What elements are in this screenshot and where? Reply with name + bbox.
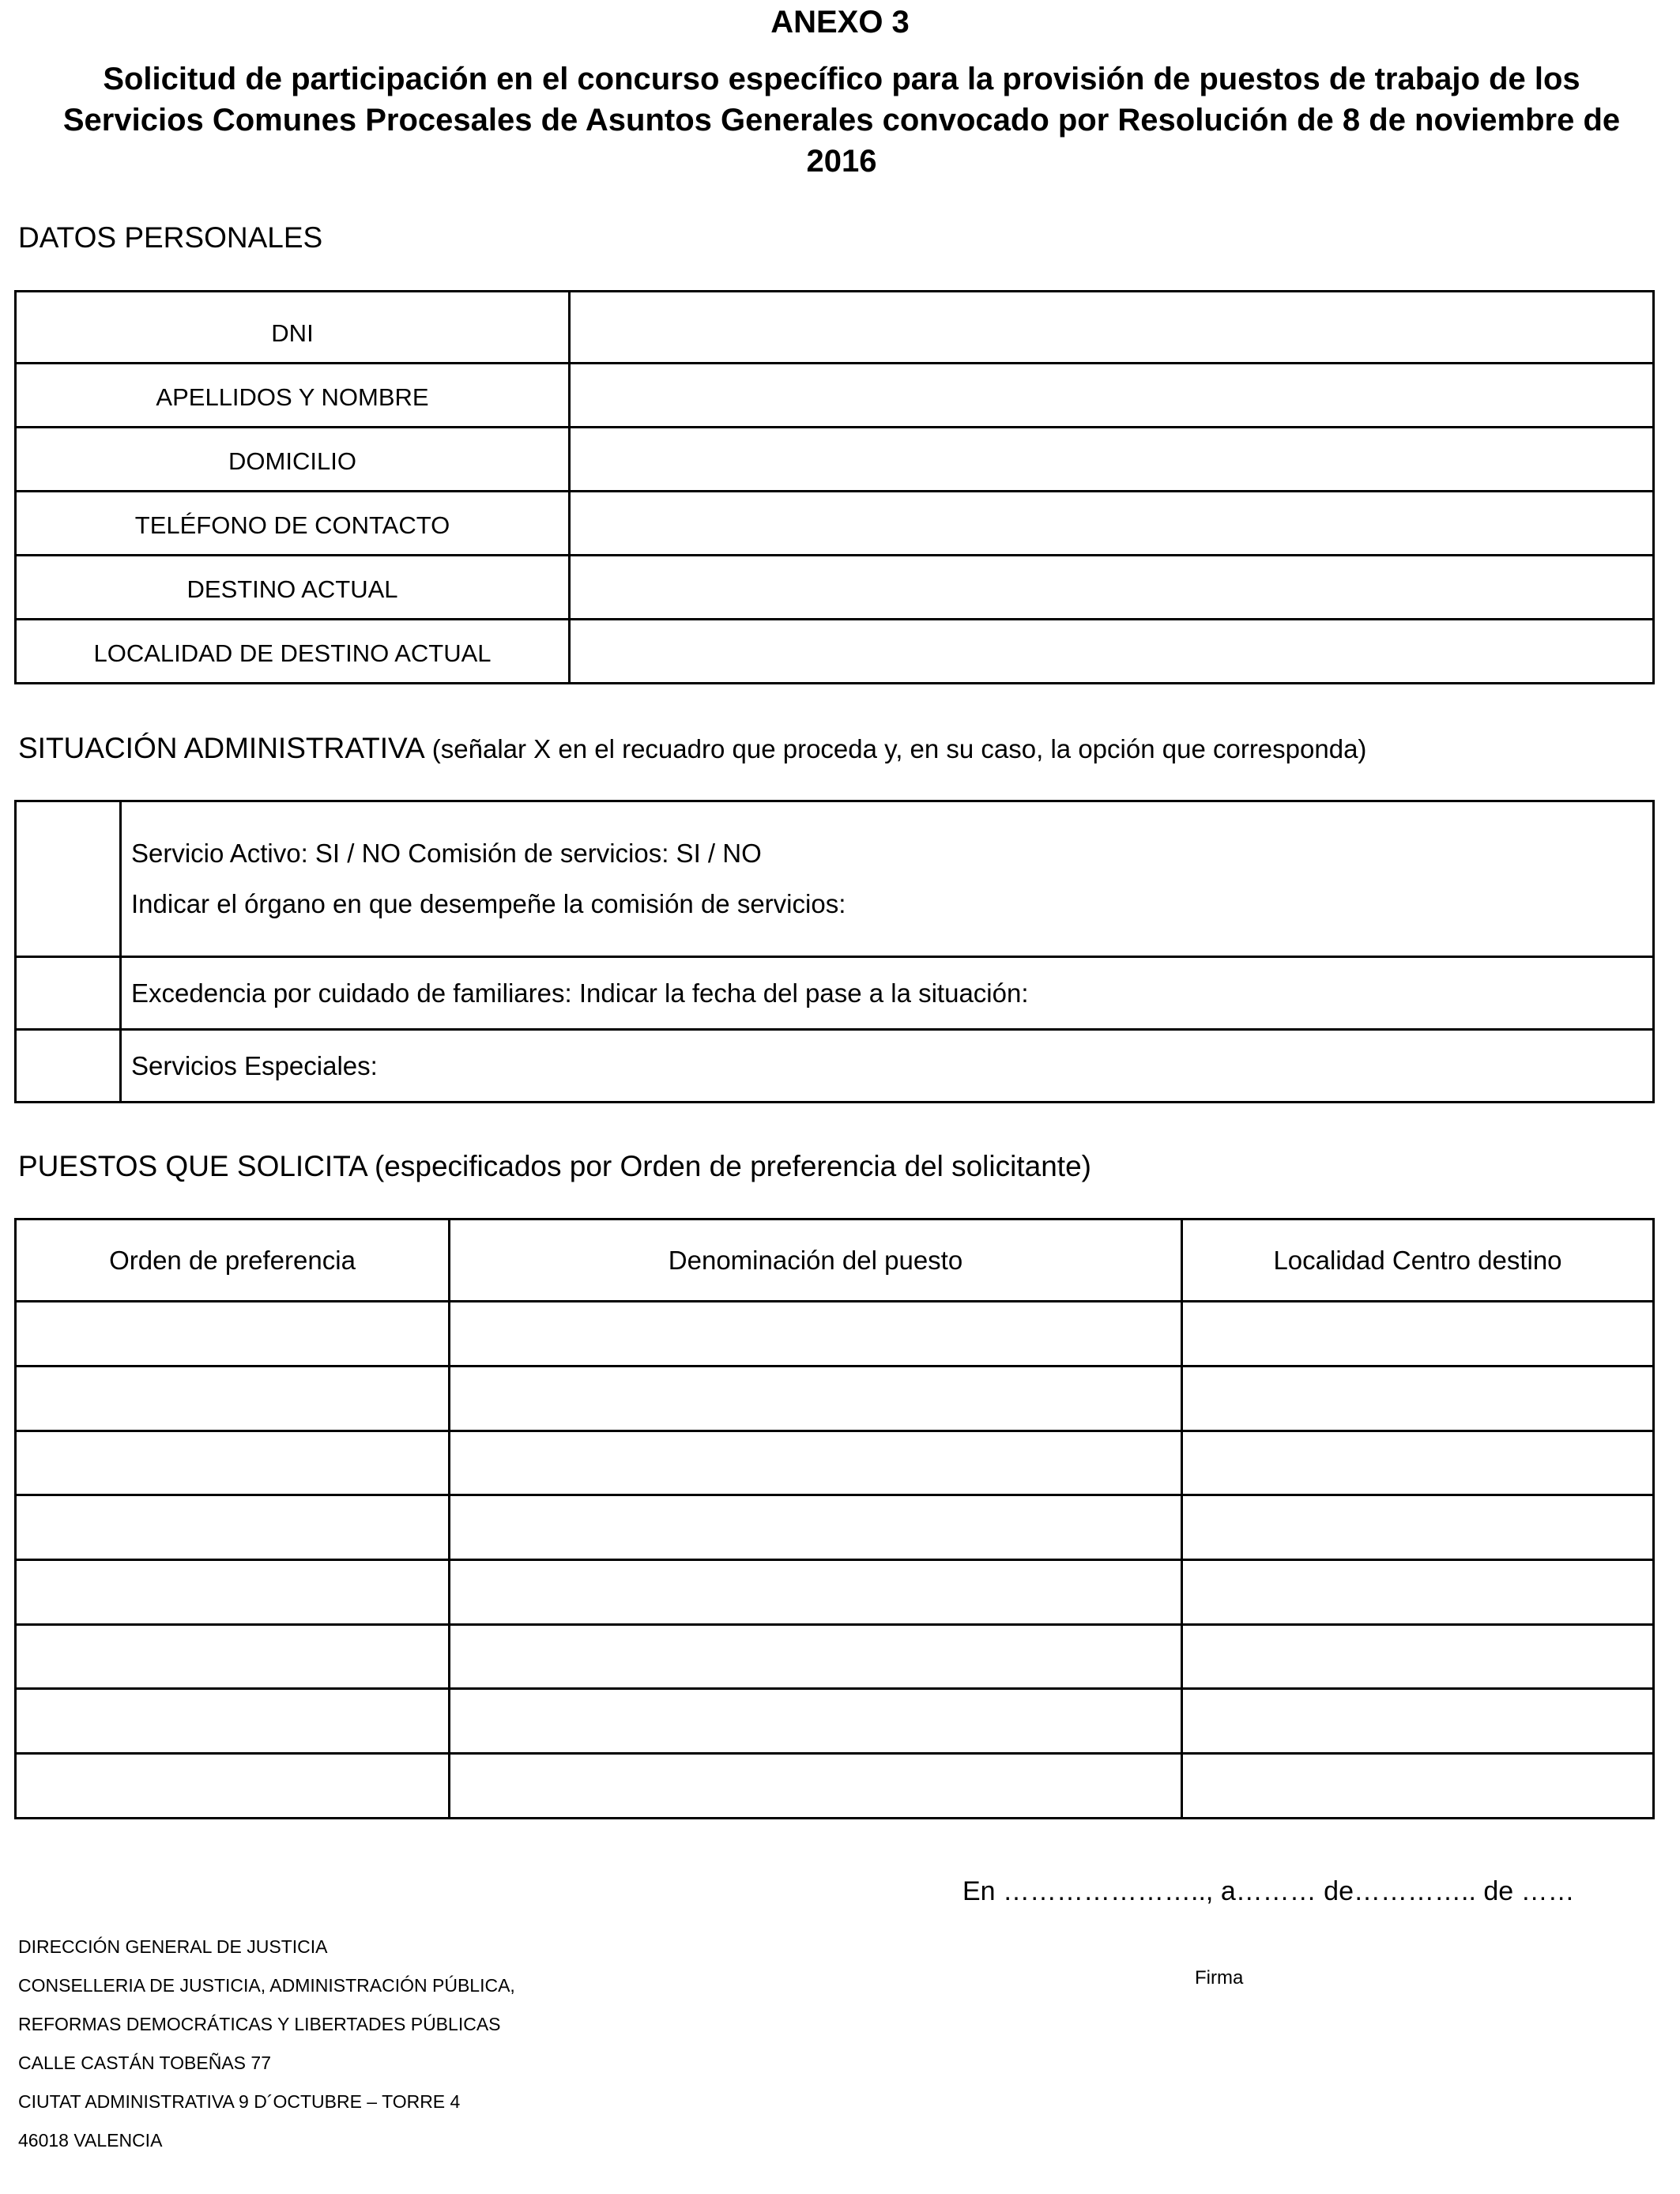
address-line: DIRECCIÓN GENERAL DE JUSTICIA — [18, 1936, 328, 1957]
positions-heading: PUESTOS QUE SOLICITA (especificados por Orden de preferencia del solicitante) — [18, 1150, 1091, 1182]
address-line: 46018 VALENCIA — [18, 2130, 163, 2151]
current-post-locality-label: LOCALIDAD DE DESTINO ACTUAL — [16, 620, 570, 684]
annex-title: ANEXO 3 — [770, 5, 910, 40]
position-cell[interactable] — [450, 1560, 1182, 1625]
order-cell[interactable] — [16, 1689, 450, 1754]
locality-cell[interactable] — [1182, 1754, 1654, 1819]
column-header-locality: Localidad Centro destino — [1182, 1220, 1654, 1302]
column-header-order: Orden de preferencia — [16, 1220, 450, 1302]
address-line: CONSELLERIA DE JUSTICIA, ADMINISTRACIÓN PÚBLICA, — [18, 1975, 515, 1996]
table-row — [16, 1431, 1654, 1495]
personal-data-table — [14, 290, 1655, 684]
leave-checkbox[interactable] — [16, 957, 121, 1030]
table-row — [16, 620, 1654, 684]
table-row — [16, 1689, 1654, 1754]
locality-cell[interactable] — [1182, 1367, 1654, 1431]
admin-status-heading — [18, 732, 1366, 765]
table-row — [16, 1560, 1654, 1625]
order-cell[interactable] — [16, 1367, 450, 1431]
table-row — [16, 1495, 1654, 1560]
special-services-text: Servicios Especiales: — [121, 1030, 1654, 1103]
column-header-position: Denominación del puesto — [450, 1220, 1182, 1302]
position-cell[interactable] — [450, 1625, 1182, 1689]
table-row — [16, 957, 1654, 1030]
phone-field[interactable] — [570, 492, 1654, 556]
special-services-checkbox[interactable] — [16, 1030, 121, 1103]
admin-status-note: (señalar X en el recuadro que proceda y, en su caso, la opción que corresponda) — [424, 734, 1367, 763]
position-cell[interactable] — [450, 1495, 1182, 1560]
dni-label: DNI — [16, 292, 570, 364]
signature-label: Firma — [1195, 1967, 1244, 1989]
current-post-label: DESTINO ACTUAL — [16, 556, 570, 620]
table-row — [16, 292, 1654, 364]
table-row — [16, 428, 1654, 492]
active-service-text — [121, 801, 1654, 957]
locality-cell[interactable] — [1182, 1560, 1654, 1625]
address-line: CALLE CASTÁN TOBEÑAS 77 — [18, 2053, 272, 2073]
active-service-line: Servicio Activo: SI / NO Comisión de servicios: SI / NO — [131, 839, 762, 868]
position-cell[interactable] — [450, 1754, 1182, 1819]
order-cell[interactable] — [16, 1302, 450, 1367]
table-header-row — [16, 1220, 1654, 1302]
order-cell[interactable] — [16, 1431, 450, 1495]
table-row — [16, 556, 1654, 620]
table-row — [16, 801, 1654, 957]
table-row — [16, 1030, 1654, 1103]
table-row — [16, 1367, 1654, 1431]
order-cell[interactable] — [16, 1754, 450, 1819]
position-cell[interactable] — [450, 1689, 1182, 1754]
table-row — [16, 1625, 1654, 1689]
table-row — [16, 492, 1654, 556]
admin-status-table — [14, 800, 1655, 1103]
locality-cell[interactable] — [1182, 1431, 1654, 1495]
personal-data-heading: DATOS PERSONALES — [18, 221, 323, 254]
locality-cell[interactable] — [1182, 1625, 1654, 1689]
position-cell[interactable] — [450, 1431, 1182, 1495]
admin-status-heading-text: SITUACIÓN ADMINISTRATIVA — [18, 732, 425, 764]
place-date-line: En ………………….., a……… de………….. de …… — [962, 1876, 1575, 1906]
position-cell[interactable] — [450, 1367, 1182, 1431]
locality-cell[interactable] — [1182, 1689, 1654, 1754]
current-post-locality-field[interactable] — [570, 620, 1654, 684]
table-row — [16, 1302, 1654, 1367]
order-cell[interactable] — [16, 1560, 450, 1625]
page-title: Solicitud de participación en el concurso específico para la provisión de puestos de trabajo de los Servicios Comunes Procesales de Asuntos Generales convocado por Resolución de 8 de noviembre de 2016 — [62, 62, 1621, 179]
table-row — [16, 364, 1654, 428]
current-post-field[interactable] — [570, 556, 1654, 620]
dni-field[interactable] — [570, 292, 1654, 364]
positions-table — [14, 1218, 1655, 1819]
name-field[interactable] — [570, 364, 1654, 428]
name-label: APELLIDOS Y NOMBRE — [16, 364, 570, 428]
order-cell[interactable] — [16, 1495, 450, 1560]
phone-label: TELÉFONO DE CONTACTO — [16, 492, 570, 556]
address-label: DOMICILIO — [16, 428, 570, 492]
position-cell[interactable] — [450, 1302, 1182, 1367]
commission-organ-line: Indicar el órgano en que desempeñe la comisión de servicios: — [131, 889, 846, 918]
order-cell[interactable] — [16, 1625, 450, 1689]
table-row — [16, 1754, 1654, 1819]
leave-text: Excedencia por cuidado de familiares: Indicar la fecha del pase a la situación: — [121, 957, 1654, 1030]
address-line: REFORMAS DEMOCRÁTICAS Y LIBERTADES PÚBLICAS — [18, 2014, 501, 2034]
address-field[interactable] — [570, 428, 1654, 492]
recipient-address — [18, 1928, 515, 2160]
locality-cell[interactable] — [1182, 1495, 1654, 1560]
locality-cell[interactable] — [1182, 1302, 1654, 1367]
address-line: CIUTAT ADMINISTRATIVA 9 D´OCTUBRE – TORRE 4 — [18, 2091, 461, 2112]
active-service-checkbox[interactable] — [16, 801, 121, 957]
